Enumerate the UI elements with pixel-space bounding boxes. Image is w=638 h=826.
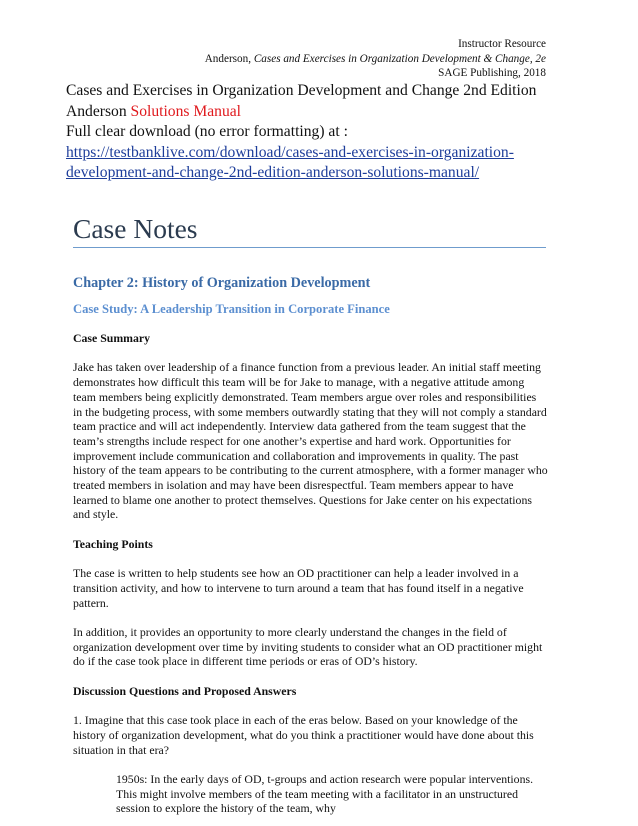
banner-download-text: Full clear download (no error formatting) at : bbox=[66, 123, 348, 140]
banner-title: Cases and Exercises in Organization Development and Change 2nd Edition bbox=[66, 82, 537, 99]
discussion-heading: Discussion Questions and Proposed Answers bbox=[73, 683, 297, 698]
page-title: Case Notes bbox=[73, 213, 198, 244]
banner-author-line bbox=[66, 102, 566, 123]
teaching-points-paragraph-1: The case is written to help students see how an OD practitioner can help a leader involved in a transition activity, and how to intervene to turn around a team that has found itself in a negative pattern. bbox=[73, 566, 524, 610]
case-summary-heading: Case Summary bbox=[73, 331, 151, 345]
banner-solutions-manual: Solutions Manual bbox=[130, 102, 241, 120]
instructor-resource-header bbox=[205, 37, 546, 81]
download-link[interactable] bbox=[66, 143, 566, 184]
case-summary-text: Jake has taken over leadership of a finance function from a previous leader. An initial staff meeting demonstrates how difficult this team will be for Jake to manage, with a negative attitude among team members being explicitly demonstrated. Team members argue over roles and responsibilities in the budgeting process, with some members outwardly stating that they will not comply a standard team practice and will act independently. Interview data gathered from the team suggest that the team’s strengths include respect for one another’s expertise and hard work. Opportunities for improvement include communication and collaboration and improvements in quality. The past history of the team appears to be contributing to the current atmosphere, with a former manager who treated members in isolation and may have been disrespectful. Team members appear to have learned to blame one another to protect themselves. Questions for Jake center on his expectations and style. bbox=[73, 360, 548, 522]
answer-1950s: 1950s: In the early days of OD, t-groups and action research were popular interventions. This might involve members of the team meeting with a facilitator in an unstructured session to explore the history of the team, why bbox=[116, 771, 534, 816]
header-line-resource: Instructor Resource bbox=[458, 38, 546, 50]
header-line-book bbox=[205, 52, 546, 67]
document-body bbox=[73, 331, 548, 816]
download-link-line1: https://testbanklive.com/download/cases-and-exercises-in-organization- bbox=[66, 143, 514, 161]
download-banner bbox=[66, 81, 566, 184]
teaching-points-paragraph-2: In addition, it provides an opportunity to more clearly understand the changes in the field of organization development over time by inviting students to consider what an OD practitioner might do if the case took place in different time periods or eras of OD’s history. bbox=[73, 625, 543, 669]
title-divider bbox=[73, 247, 546, 248]
download-link-line2: development-and-change-2nd-edition-anderson-solutions-manual/ bbox=[66, 164, 480, 181]
banner-author: Anderson bbox=[66, 102, 131, 120]
case-study-heading: Case Study: A Leadership Transition in Corporate Finance bbox=[73, 302, 390, 316]
question-1: 1. Imagine that this case took place in each of the eras below. Based on your knowledge of the history of organization development, what do you think a practitioner would have done about this situation in that era? bbox=[73, 713, 534, 757]
header-line-publisher: SAGE Publishing, 2018 bbox=[438, 67, 546, 80]
teaching-points-heading: Teaching Points bbox=[73, 536, 153, 551]
header-author: Anderson, bbox=[204, 52, 254, 65]
chapter-heading: Chapter 2: History of Organization Development bbox=[73, 275, 371, 291]
header-book-title: Cases and Exercises in Organization Development & Change, 2e bbox=[253, 52, 546, 65]
